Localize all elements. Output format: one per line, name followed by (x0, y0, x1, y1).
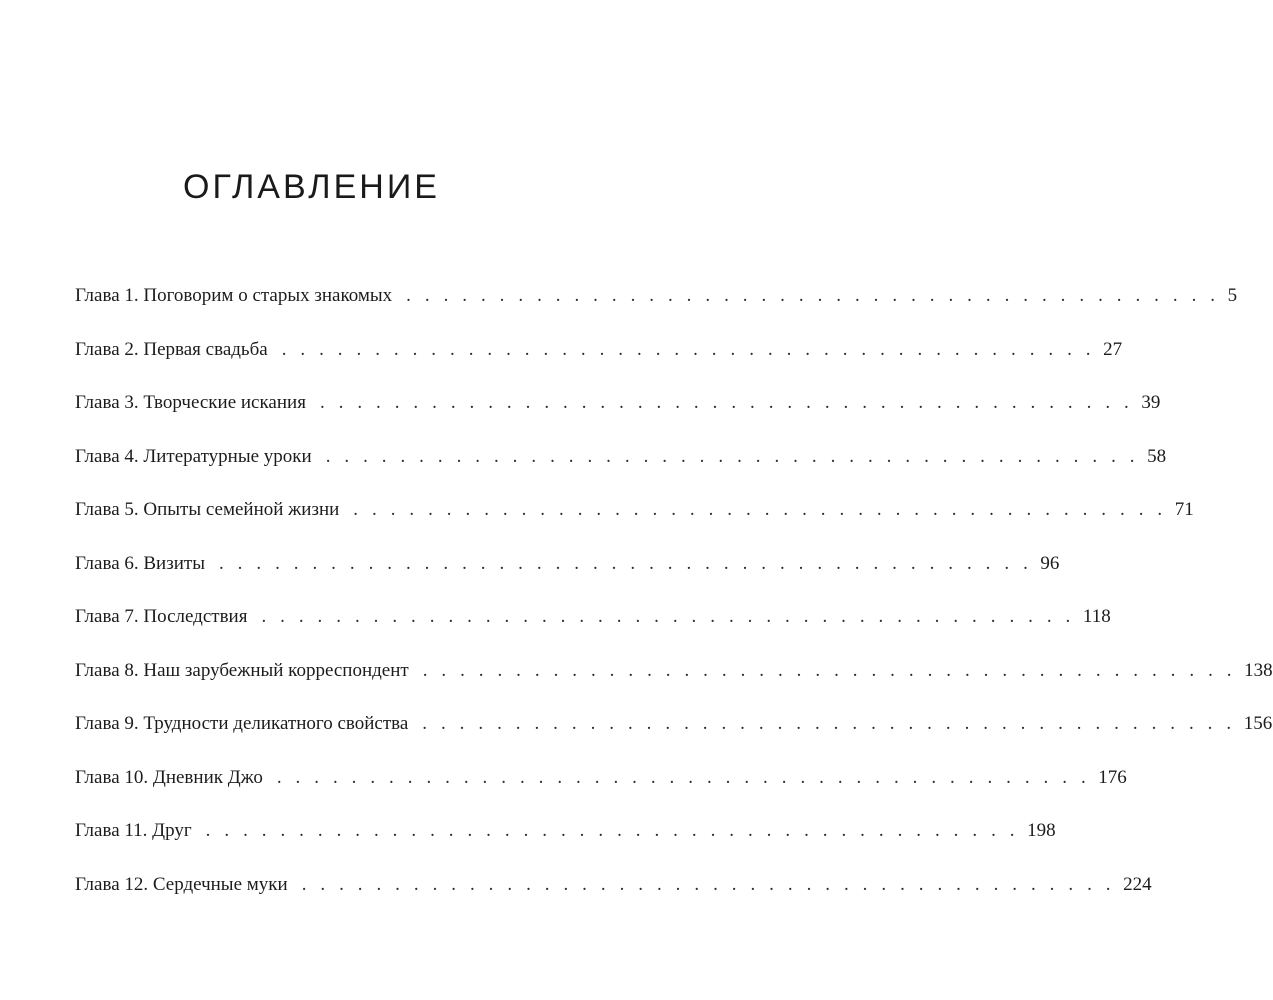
toc-entry-title: Глава 3. Творческие искания (75, 392, 306, 413)
toc-page-number: 5 (1227, 285, 1238, 306)
toc-entry-title: Глава 7. Последствия (75, 606, 248, 627)
toc-entry-title: Глава 5. Опыты семейной жизни (75, 499, 340, 520)
toc-page-number: 71 (1174, 499, 1194, 520)
toc-page-number: 118 (1082, 606, 1111, 627)
toc-entry[interactable] (75, 280, 1238, 334)
toc-leader-dots: . . . . . . . . . . . . . . . . . . . . . . . . . . . . . . . . . . . . . . . . . . . . (422, 713, 1236, 734)
toc-entry[interactable] (75, 601, 1111, 655)
page-title: ОГЛАВЛЕНИЕ (183, 168, 440, 206)
toc-entry[interactable] (75, 441, 1167, 495)
toc-entry[interactable] (75, 494, 1194, 548)
toc-leader-dots: . . . . . . . . . . . . . . . . . . . . . . . . . . . . . . . . . . . . . . . . . . . . (319, 392, 1134, 413)
toc-entry-title: Глава 6. Визиты (75, 552, 205, 574)
toc-entry[interactable] (75, 762, 1127, 816)
toc-entry[interactable] (75, 387, 1161, 441)
toc-entry-title: Глава 8. Наш зарубежный корреспондент (75, 659, 409, 681)
toc-leader-dots: . . . . . . . . . . . . . . . . . . . . . . . . . . . . . . . . . . . . . . . . . . . . (406, 285, 1220, 306)
toc-entry[interactable] (75, 869, 1152, 923)
toc-leader-dots: . . . . . . . . . . . . . . . . . . . . . . . . . . . . . . . . . . . . . . . . . . . . (353, 499, 1167, 520)
toc-entry-title: Глава 11. Друг (75, 820, 192, 841)
toc-leader-dots: . . . . . . . . . . . . . . . . . . . . . . . . . . . . . . . . . . . . . . . . . . . . (325, 445, 1140, 467)
toc-leader-dots: . . . . . . . . . . . . . . . . . . . . . . . . . . . . . . . . . . . . . . . . . . . . (261, 606, 1075, 627)
toc-entry-title: Глава 1. Поговорим о старых знакомых (75, 285, 393, 306)
toc-leader-dots: . . . . . . . . . . . . . . . . . . . . . . . . . . . . . . . . . . . . . . . . . . . . (276, 766, 1091, 788)
table-of-contents (75, 280, 1273, 922)
toc-page-number: 198 (1027, 820, 1056, 841)
toc-leader-dots: . . . . . . . . . . . . . . . . . . . . . . . . . . . . . . . . . . . . . . . . . . . . (281, 338, 1096, 360)
toc-page-number: 176 (1098, 766, 1127, 788)
toc-page-number: 138 (1244, 659, 1273, 681)
toc-entry[interactable] (75, 655, 1273, 709)
toc-entry-title: Глава 2. Первая свадьба (75, 338, 268, 360)
toc-entry-title: Глава 4. Литературные уроки (75, 445, 312, 467)
toc-entry[interactable] (75, 815, 1056, 869)
toc-page-number: 39 (1141, 392, 1161, 413)
toc-leader-dots: . . . . . . . . . . . . . . . . . . . . . . . . . . . . . . . . . . . . . . . . . . . . (422, 659, 1237, 681)
toc-page-number: 96 (1040, 552, 1060, 574)
toc-page-number: 224 (1123, 873, 1152, 895)
toc-page-number: 58 (1147, 445, 1167, 467)
toc-leader-dots: . . . . . . . . . . . . . . . . . . . . . . . . . . . . . . . . . . . . . . . . . . . . (205, 820, 1020, 841)
toc-entry[interactable] (75, 708, 1273, 762)
toc-entry[interactable] (75, 334, 1123, 388)
toc-leader-dots: . . . . . . . . . . . . . . . . . . . . . . . . . . . . . . . . . . . . . . . . . . . . (301, 873, 1116, 895)
toc-leader-dots: . . . . . . . . . . . . . . . . . . . . . . . . . . . . . . . . . . . . . . . . . . . . (218, 552, 1033, 574)
toc-page-number: 156 (1243, 713, 1273, 734)
toc-page-number: 27 (1103, 338, 1123, 360)
toc-entry-title: Глава 10. Дневник Джо (75, 766, 263, 788)
toc-entry-title: Глава 12. Сердечные муки (75, 873, 288, 895)
toc-entry-title: Глава 9. Трудности деликатного свойства (75, 713, 409, 734)
toc-entry[interactable] (75, 548, 1060, 602)
